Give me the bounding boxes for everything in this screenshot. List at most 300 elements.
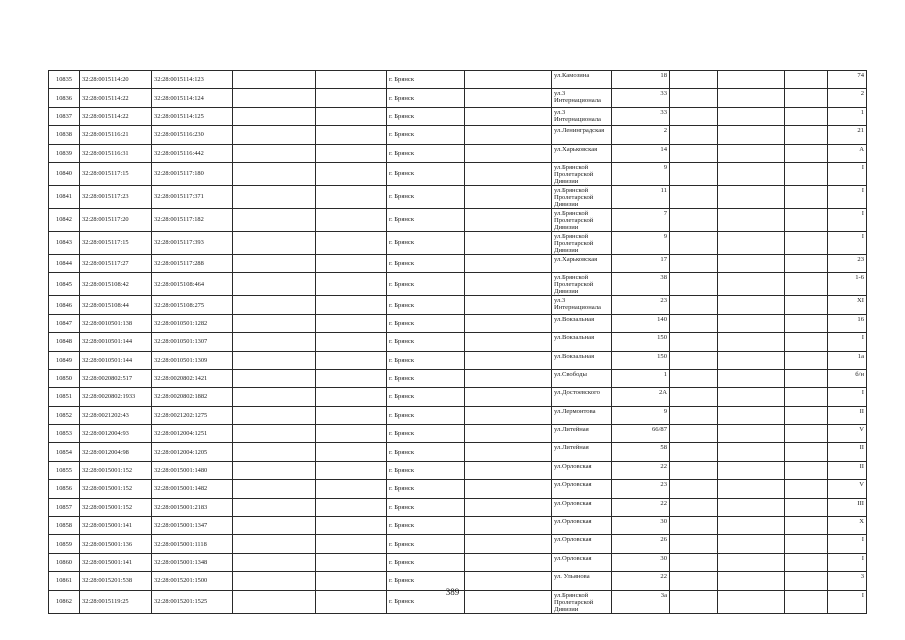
empty-cell — [316, 369, 387, 387]
empty-cell — [233, 553, 316, 571]
table-row — [49, 369, 867, 387]
house-number: 17 — [612, 254, 670, 272]
cadastral-number: 32:28:0010501:1309 — [152, 351, 233, 369]
house-number: 23 — [612, 480, 670, 498]
street: ул.Литейная — [552, 425, 612, 443]
street: ул.Харьковская — [552, 144, 612, 162]
empty-cell — [670, 89, 718, 107]
street: ул.Брянской Пролетарской Дивизии — [552, 162, 612, 185]
empty-cell — [316, 553, 387, 571]
house-number: 30 — [612, 517, 670, 535]
empty-cell — [316, 461, 387, 479]
empty-cell — [718, 406, 785, 424]
empty-cell — [785, 388, 828, 406]
table-row — [49, 406, 867, 424]
empty-cell — [465, 71, 552, 89]
empty-cell — [316, 333, 387, 351]
house-number: 66/87 — [612, 425, 670, 443]
empty-cell — [670, 144, 718, 162]
cadastral-number: 32:28:0015108:464 — [152, 273, 233, 296]
premises-number: 3 — [828, 572, 867, 590]
empty-cell — [670, 535, 718, 553]
cadastral-number: 32:28:0010501:1282 — [152, 314, 233, 332]
record-id: 10853 — [49, 425, 80, 443]
empty-cell — [670, 333, 718, 351]
cadastral-number: 32:28:0015001:2183 — [152, 498, 233, 516]
city: г. Брянск — [387, 71, 465, 89]
empty-cell — [233, 273, 316, 296]
cadastral-number: 32:28:0015001:1482 — [152, 480, 233, 498]
empty-cell — [670, 351, 718, 369]
table-row — [49, 388, 867, 406]
record-id: 10846 — [49, 296, 80, 314]
premises-number: А — [828, 144, 867, 162]
table-row — [49, 231, 867, 254]
cadastral-quarter: 32:28:0021202:43 — [80, 406, 152, 424]
city: г. Брянск — [387, 572, 465, 590]
table-row — [49, 208, 867, 231]
empty-cell — [785, 406, 828, 424]
table-row — [49, 333, 867, 351]
record-id: 10856 — [49, 480, 80, 498]
house-number: 22 — [612, 572, 670, 590]
premises-number: I — [828, 535, 867, 553]
city: г. Брянск — [387, 296, 465, 314]
cadastral-quarter: 32:28:0015001:141 — [80, 553, 152, 571]
cadastral-quarter: 32:28:0010501:144 — [80, 351, 152, 369]
table-row — [49, 144, 867, 162]
empty-cell — [316, 314, 387, 332]
cadastral-quarter: 32:28:0015114:20 — [80, 71, 152, 89]
cadastral-quarter: 32:28:0020802:517 — [80, 369, 152, 387]
empty-cell — [465, 273, 552, 296]
empty-cell — [670, 107, 718, 125]
empty-cell — [316, 388, 387, 406]
empty-cell — [233, 254, 316, 272]
premises-number: 1-6 — [828, 273, 867, 296]
empty-cell — [718, 314, 785, 332]
house-number: 30 — [612, 553, 670, 571]
premises-number: I — [828, 231, 867, 254]
city: г. Брянск — [387, 314, 465, 332]
empty-cell — [785, 351, 828, 369]
empty-cell — [316, 517, 387, 535]
empty-cell — [316, 498, 387, 516]
empty-cell — [316, 126, 387, 144]
empty-cell — [718, 296, 785, 314]
empty-cell — [670, 517, 718, 535]
street: ул.Литейная — [552, 443, 612, 461]
premises-number: II — [828, 443, 867, 461]
cadastral-quarter: 32:28:0015114:22 — [80, 107, 152, 125]
empty-cell — [670, 314, 718, 332]
street: ул.Вокзальная — [552, 351, 612, 369]
empty-cell — [465, 517, 552, 535]
empty-cell — [718, 144, 785, 162]
city: г. Брянск — [387, 126, 465, 144]
empty-cell — [785, 273, 828, 296]
empty-cell — [465, 480, 552, 498]
empty-cell — [718, 89, 785, 107]
cadastral-quarter: 32:28:0015001:152 — [80, 480, 152, 498]
premises-number: I — [828, 162, 867, 185]
cadastral-quarter: 32:28:0015116:31 — [80, 144, 152, 162]
empty-cell — [718, 208, 785, 231]
cadastral-quarter: 32:28:0015114:22 — [80, 89, 152, 107]
city: г. Брянск — [387, 590, 465, 613]
empty-cell — [233, 231, 316, 254]
empty-cell — [670, 208, 718, 231]
empty-cell — [785, 144, 828, 162]
street: ул.Камозина — [552, 71, 612, 89]
empty-cell — [465, 144, 552, 162]
city: г. Брянск — [387, 254, 465, 272]
cadastral-number: 32:28:0015001:1480 — [152, 461, 233, 479]
empty-cell — [718, 535, 785, 553]
house-number: 18 — [612, 71, 670, 89]
premises-number: I — [828, 208, 867, 231]
table-row — [49, 107, 867, 125]
cadastral-quarter: 32:28:0012004:93 — [80, 425, 152, 443]
empty-cell — [785, 480, 828, 498]
empty-cell — [316, 208, 387, 231]
table-row — [49, 480, 867, 498]
empty-cell — [670, 296, 718, 314]
empty-cell — [465, 254, 552, 272]
record-id: 10843 — [49, 231, 80, 254]
empty-cell — [718, 254, 785, 272]
city: г. Брянск — [387, 185, 465, 208]
city: г. Брянск — [387, 333, 465, 351]
cadastral-quarter: 32:28:0015201:538 — [80, 572, 152, 590]
house-number: 1 — [612, 369, 670, 387]
city: г. Брянск — [387, 498, 465, 516]
empty-cell — [785, 89, 828, 107]
premises-number: II — [828, 461, 867, 479]
street: ул.Лермонтова — [552, 406, 612, 424]
empty-cell — [233, 185, 316, 208]
empty-cell — [465, 406, 552, 424]
empty-cell — [465, 351, 552, 369]
empty-cell — [316, 231, 387, 254]
empty-cell — [718, 369, 785, 387]
empty-cell — [670, 388, 718, 406]
street: ул.Орловская — [552, 517, 612, 535]
empty-cell — [785, 535, 828, 553]
empty-cell — [718, 333, 785, 351]
premises-number: II — [828, 406, 867, 424]
empty-cell — [465, 89, 552, 107]
record-id: 10849 — [49, 351, 80, 369]
empty-cell — [233, 71, 316, 89]
table-body — [49, 71, 867, 614]
empty-cell — [465, 208, 552, 231]
table-row — [49, 351, 867, 369]
empty-cell — [670, 231, 718, 254]
street: ул. Ульянова — [552, 572, 612, 590]
city: г. Брянск — [387, 517, 465, 535]
house-number: 9 — [612, 231, 670, 254]
cadastral-quarter: 32:28:0012004:98 — [80, 443, 152, 461]
table-row — [49, 314, 867, 332]
page-number: 389 — [445, 587, 460, 597]
house-number: 22 — [612, 498, 670, 516]
cadastral-number: 32:28:0020802:1421 — [152, 369, 233, 387]
record-id: 10860 — [49, 553, 80, 571]
table-row — [49, 443, 867, 461]
empty-cell — [718, 185, 785, 208]
empty-cell — [718, 461, 785, 479]
empty-cell — [233, 296, 316, 314]
table-row — [49, 254, 867, 272]
house-number: 33 — [612, 107, 670, 125]
street: ул.Орловская — [552, 480, 612, 498]
table-row — [49, 185, 867, 208]
cadastral-number: 32:28:0015117:182 — [152, 208, 233, 231]
record-id: 10840 — [49, 162, 80, 185]
empty-cell — [233, 498, 316, 516]
street: ул.Орловская — [552, 535, 612, 553]
city: г. Брянск — [387, 535, 465, 553]
premises-number: I — [828, 553, 867, 571]
empty-cell — [785, 208, 828, 231]
street: ул.Орловская — [552, 461, 612, 479]
empty-cell — [233, 480, 316, 498]
cadastral-quarter: 32:28:0015117:15 — [80, 162, 152, 185]
empty-cell — [316, 296, 387, 314]
empty-cell — [316, 71, 387, 89]
empty-cell — [465, 425, 552, 443]
premises-number: 2 — [828, 89, 867, 107]
empty-cell — [465, 443, 552, 461]
record-id: 10852 — [49, 406, 80, 424]
street: ул.Орловская — [552, 553, 612, 571]
street: ул.Брянской Пролетарской Дивизии — [552, 590, 612, 613]
empty-cell — [316, 535, 387, 553]
premises-number: I — [828, 185, 867, 208]
city: г. Брянск — [387, 351, 465, 369]
table-row — [49, 553, 867, 571]
house-number: 14 — [612, 144, 670, 162]
empty-cell — [718, 425, 785, 443]
street: ул.Брянской Пролетарской Дивизии — [552, 185, 612, 208]
street: ул.Достоевского — [552, 388, 612, 406]
city: г. Брянск — [387, 406, 465, 424]
empty-cell — [670, 254, 718, 272]
record-id: 10858 — [49, 517, 80, 535]
cadastral-number: 32:28:0015116:442 — [152, 144, 233, 162]
empty-cell — [718, 126, 785, 144]
cadastral-number: 32:28:0015116:230 — [152, 126, 233, 144]
empty-cell — [233, 443, 316, 461]
record-id: 10859 — [49, 535, 80, 553]
empty-cell — [465, 535, 552, 553]
cadastral-number: 32:28:0015117:371 — [152, 185, 233, 208]
city: г. Брянск — [387, 553, 465, 571]
empty-cell — [233, 517, 316, 535]
empty-cell — [465, 126, 552, 144]
empty-cell — [233, 425, 316, 443]
table-row — [49, 498, 867, 516]
record-id: 10838 — [49, 126, 80, 144]
cadastral-quarter: 32:28:0020802:1933 — [80, 388, 152, 406]
cadastral-number: 32:28:0015117:288 — [152, 254, 233, 272]
street: ул.3 Интернационала — [552, 107, 612, 125]
house-number: 7 — [612, 208, 670, 231]
record-id: 10854 — [49, 443, 80, 461]
street: ул.Брянской Пролетарской Дивизии — [552, 231, 612, 254]
house-number: 2 — [612, 126, 670, 144]
empty-cell — [316, 162, 387, 185]
house-number: 2А — [612, 388, 670, 406]
premises-number: V — [828, 480, 867, 498]
city: г. Брянск — [387, 461, 465, 479]
record-id: 10850 — [49, 369, 80, 387]
empty-cell — [785, 71, 828, 89]
premises-number: I — [828, 333, 867, 351]
empty-cell — [465, 185, 552, 208]
cadastral-quarter: 32:28:0015001:152 — [80, 461, 152, 479]
cadastral-number: 32:28:0015114:124 — [152, 89, 233, 107]
empty-cell — [233, 107, 316, 125]
empty-cell — [316, 480, 387, 498]
empty-cell — [670, 406, 718, 424]
cadastral-number: 32:28:0010501:1307 — [152, 333, 233, 351]
table-row — [49, 126, 867, 144]
city: г. Брянск — [387, 480, 465, 498]
empty-cell — [718, 273, 785, 296]
empty-cell — [670, 273, 718, 296]
house-number: 150 — [612, 333, 670, 351]
empty-cell — [718, 162, 785, 185]
table-row — [49, 535, 867, 553]
premises-number: 74 — [828, 71, 867, 89]
record-id: 10839 — [49, 144, 80, 162]
empty-cell — [670, 480, 718, 498]
record-id: 10857 — [49, 498, 80, 516]
cadastral-number: 32:28:0015114:125 — [152, 107, 233, 125]
premises-number: V — [828, 425, 867, 443]
empty-cell — [465, 314, 552, 332]
cadastral-number: 32:28:0015117:180 — [152, 162, 233, 185]
empty-cell — [233, 208, 316, 231]
house-number: 22 — [612, 461, 670, 479]
premises-number: I — [828, 590, 867, 613]
empty-cell — [316, 144, 387, 162]
street: ул.Свободы — [552, 369, 612, 387]
table-row — [49, 89, 867, 107]
empty-cell — [670, 369, 718, 387]
empty-cell — [465, 333, 552, 351]
empty-cell — [316, 107, 387, 125]
table-row — [49, 296, 867, 314]
table-row — [49, 273, 867, 296]
premises-number: X — [828, 517, 867, 535]
city: г. Брянск — [387, 208, 465, 231]
premises-number: III — [828, 498, 867, 516]
house-number: 58 — [612, 443, 670, 461]
empty-cell — [233, 314, 316, 332]
empty-cell — [233, 162, 316, 185]
record-id: 10861 — [49, 572, 80, 590]
empty-cell — [233, 126, 316, 144]
house-number: 150 — [612, 351, 670, 369]
empty-cell — [785, 443, 828, 461]
cadastral-number: 32:28:0015201:1525 — [152, 590, 233, 613]
empty-cell — [465, 553, 552, 571]
street: ул.Харьковская — [552, 254, 612, 272]
empty-cell — [316, 89, 387, 107]
table-row — [49, 461, 867, 479]
record-id: 10842 — [49, 208, 80, 231]
city: г. Брянск — [387, 369, 465, 387]
cadastral-number: 32:28:0015001:1347 — [152, 517, 233, 535]
empty-cell — [316, 406, 387, 424]
street: ул.Брянской Пролетарской Дивизии — [552, 273, 612, 296]
empty-cell — [718, 517, 785, 535]
empty-cell — [785, 296, 828, 314]
cadastral-quarter: 32:28:0015117:27 — [80, 254, 152, 272]
empty-cell — [718, 71, 785, 89]
cadastral-number: 32:28:0015114:123 — [152, 71, 233, 89]
empty-cell — [670, 461, 718, 479]
empty-cell — [233, 369, 316, 387]
empty-cell — [785, 162, 828, 185]
empty-cell — [465, 162, 552, 185]
empty-cell — [785, 333, 828, 351]
empty-cell — [316, 351, 387, 369]
premises-number: 23 — [828, 254, 867, 272]
city: г. Брянск — [387, 107, 465, 125]
cadastral-quarter: 32:28:0015108:44 — [80, 296, 152, 314]
cadastral-number: 32:28:0015001:1118 — [152, 535, 233, 553]
city: г. Брянск — [387, 388, 465, 406]
house-number: 23 — [612, 296, 670, 314]
empty-cell — [670, 425, 718, 443]
empty-cell — [233, 89, 316, 107]
street: ул.Брянской Пролетарской Дивизии — [552, 208, 612, 231]
table-row — [49, 425, 867, 443]
house-number: 11 — [612, 185, 670, 208]
empty-cell — [233, 535, 316, 553]
empty-cell — [316, 443, 387, 461]
empty-cell — [785, 126, 828, 144]
record-id: 10835 — [49, 71, 80, 89]
cadastral-quarter: 32:28:0015117:20 — [80, 208, 152, 231]
cadastral-number: 32:28:0012004:1251 — [152, 425, 233, 443]
cadastral-quarter: 32:28:0015117:15 — [80, 231, 152, 254]
house-number: 33 — [612, 89, 670, 107]
city: г. Брянск — [387, 89, 465, 107]
premises-number: 1 — [828, 107, 867, 125]
cadastral-quarter: 32:28:0015117:23 — [80, 185, 152, 208]
empty-cell — [785, 254, 828, 272]
cadastral-number: 32:28:0015117:393 — [152, 231, 233, 254]
empty-cell — [670, 126, 718, 144]
empty-cell — [670, 498, 718, 516]
record-id: 10837 — [49, 107, 80, 125]
empty-cell — [465, 231, 552, 254]
empty-cell — [785, 517, 828, 535]
empty-cell — [233, 461, 316, 479]
empty-cell — [233, 406, 316, 424]
cadastral-quarter: 32:28:0015108:42 — [80, 273, 152, 296]
empty-cell — [718, 443, 785, 461]
empty-cell — [465, 498, 552, 516]
record-id: 10848 — [49, 333, 80, 351]
empty-cell — [465, 369, 552, 387]
empty-cell — [465, 461, 552, 479]
